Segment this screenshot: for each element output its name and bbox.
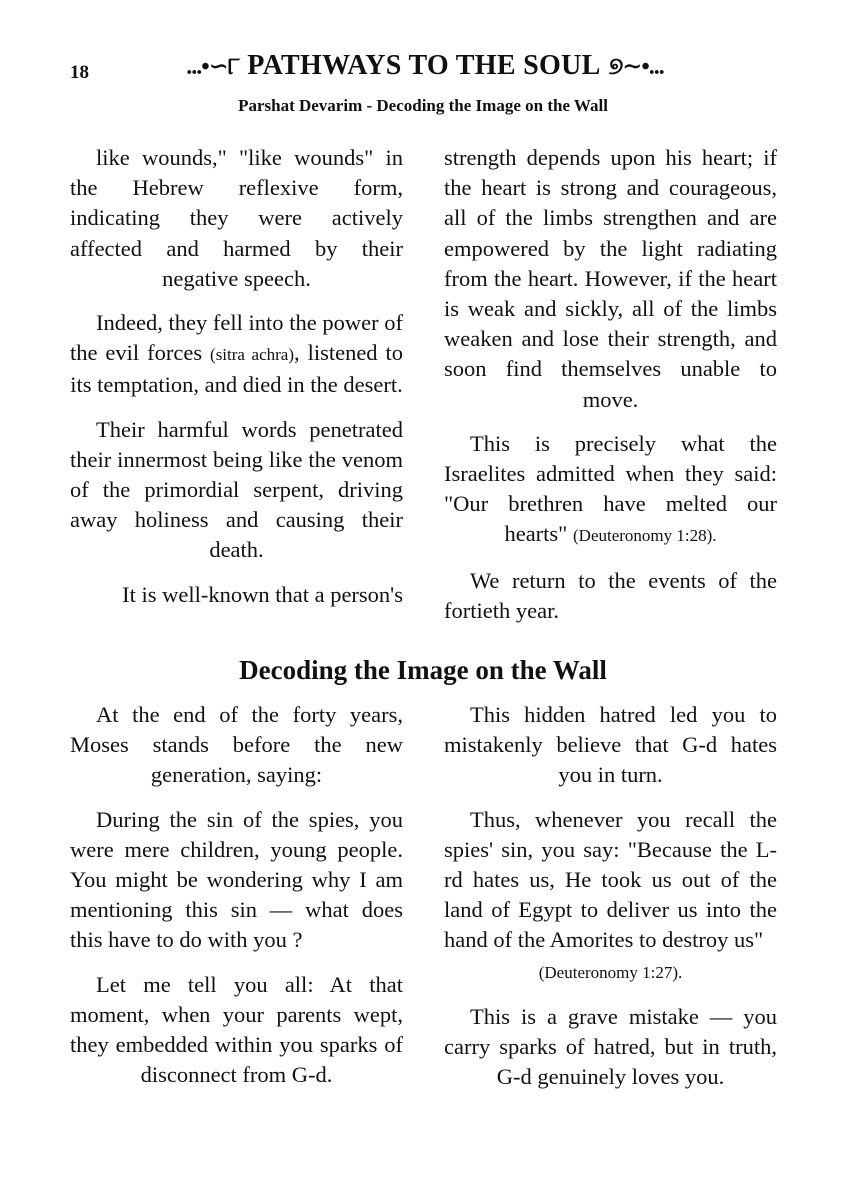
paragraph: strength depends upon his heart; if the heart is strong and courageous, all of the limbs strengthen and are empowered by the light radiating from the heart. However, if the heart is weak and sickly, all of the limbs weaken and lose their strength, and soon find themselves unable to move. bbox=[444, 145, 777, 412]
paragraph: like wounds," "like wounds" in the Hebrew reflexive form, indicating they were actively affected and harmed by their negative speech. bbox=[70, 145, 403, 291]
running-subheader: Parshat Devarim - Decoding the Image on the Wall bbox=[238, 96, 608, 115]
book-title-banner bbox=[130, 50, 720, 82]
paragraph: During the sin of the spies, you were mere children, young people. You might be wondering why I am mentioning this sin — what does this have to do with you ? bbox=[70, 806, 403, 953]
section-heading: Decoding the Image on the Wall bbox=[239, 655, 607, 685]
bottom-right-column bbox=[444, 700, 777, 1106]
paragraph-text: This is precisely what the Israelites admitted when they said: "Our brethren have melted our hearts" bbox=[444, 430, 777, 547]
paragraph: Their harmful words penetrated their innermost being like the venom of the primordial serpent, driving away holiness and causing their death. bbox=[70, 416, 403, 563]
paragraph: Let me tell you all: At that moment, when your parents wept, they embedded within you sparks of disconnect from G-d. bbox=[70, 971, 403, 1088]
paragraph-text: , listened to its temptation, and died in the desert. bbox=[70, 340, 403, 398]
top-right-column bbox=[444, 143, 777, 640]
paragraph: This hidden hatred led you to mistakenly believe that G-d hates you in turn. bbox=[444, 702, 777, 788]
book-title: PATHWAYS TO THE SOUL bbox=[247, 50, 601, 81]
paragraph: This is a grave mistake — you carry sparks of hatred, but in truth, G-d genuinely loves you. bbox=[444, 1003, 777, 1090]
bottom-left-column bbox=[70, 700, 403, 1104]
paragraph: It is well-known that a person's bbox=[122, 581, 403, 607]
page-number: 18 bbox=[70, 62, 89, 83]
paragraph-text: Indeed, they fell into the power of the evil forces bbox=[70, 310, 403, 366]
left-flourish-ornament: ...•∽୮ bbox=[186, 54, 240, 80]
citation: (Deuteronomy 1:28). bbox=[573, 526, 717, 546]
paragraph bbox=[444, 429, 777, 552]
paragraph: We return to the events of the fortieth year. bbox=[444, 567, 777, 623]
citation: (Deuteronomy 1:27). bbox=[538, 962, 683, 982]
right-flourish-ornament: ୭∼•... bbox=[608, 54, 664, 80]
paragraph: Thus, whenever you recall the spies' sin, you say: "Because the L-rd hates us, He took us out of the land of Egypt to deliver us into the hand of the Amorites to destroy us" bbox=[444, 806, 777, 953]
top-left-column bbox=[70, 143, 403, 624]
term-gloss: (sitra achra) bbox=[210, 345, 294, 365]
paragraph: At the end of the forty years, Moses stands before the new generation, saying: bbox=[70, 702, 403, 788]
paragraph bbox=[70, 308, 403, 401]
